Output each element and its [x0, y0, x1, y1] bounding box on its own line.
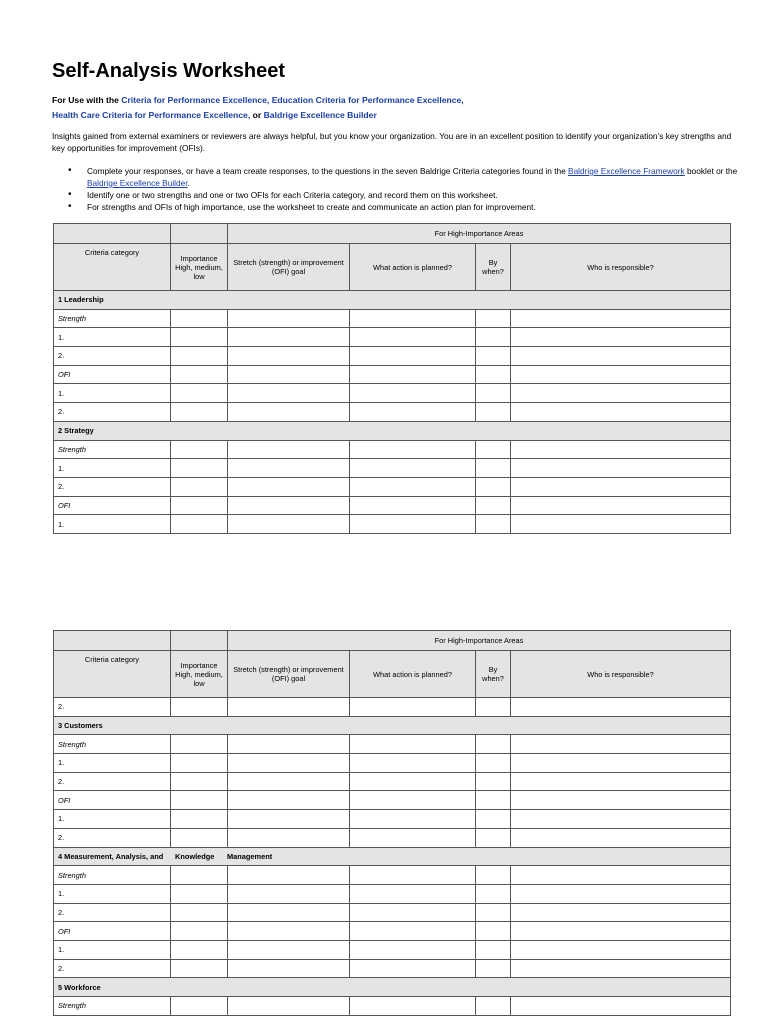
table-cell[interactable] — [350, 884, 476, 903]
header-cell — [54, 224, 171, 244]
table-cell[interactable] — [476, 515, 511, 534]
table-cell[interactable] — [228, 698, 350, 717]
table-cell[interactable] — [350, 735, 476, 754]
row-label: 2. — [54, 698, 171, 717]
table-cell[interactable] — [171, 440, 228, 459]
header-cell — [171, 631, 228, 651]
row-label: OFI — [54, 791, 171, 810]
table-row — [54, 884, 731, 903]
table-cell[interactable] — [350, 791, 476, 810]
table-cell[interactable] — [228, 515, 350, 534]
category-label-part: Management — [227, 851, 273, 861]
row-label: OFI — [54, 922, 171, 941]
table-cell[interactable] — [511, 403, 731, 422]
row-label: 2. — [54, 347, 171, 366]
row-label: Strength — [54, 866, 171, 885]
instruction-item — [52, 165, 742, 189]
table-cell[interactable] — [350, 440, 476, 459]
row-label: 2. — [54, 403, 171, 422]
row-label: 1. — [54, 515, 171, 534]
table-cell[interactable] — [228, 828, 350, 847]
table-cell[interactable] — [350, 384, 476, 403]
row-label: 1. — [54, 328, 171, 347]
table-cell[interactable] — [171, 828, 228, 847]
table-cell[interactable] — [350, 477, 476, 496]
builder-link[interactable]: Baldrige Excellence Builder — [87, 178, 188, 188]
table-cell[interactable] — [511, 698, 731, 717]
table-cell[interactable] — [476, 791, 511, 810]
table-cell[interactable] — [511, 903, 731, 922]
excellence-builder-link[interactable]: Baldrige Excellence Builder — [263, 109, 377, 120]
subtitle-prefix: For Use with the — [52, 95, 122, 105]
table-cell[interactable] — [228, 309, 350, 328]
table-cell[interactable] — [511, 940, 731, 959]
row-label: 2. — [54, 959, 171, 978]
table-cell[interactable] — [476, 328, 511, 347]
table-cell[interactable] — [511, 477, 731, 496]
table-cell[interactable] — [511, 440, 731, 459]
table-cell[interactable] — [171, 959, 228, 978]
col-responsible: Who is responsible? — [511, 244, 731, 291]
table-cell[interactable] — [476, 477, 511, 496]
table-cell[interactable] — [350, 459, 476, 478]
row-label: Strength — [54, 309, 171, 328]
row-label: 2. — [54, 477, 171, 496]
table-cell[interactable] — [171, 384, 228, 403]
table-cell[interactable] — [171, 515, 228, 534]
table-cell[interactable] — [171, 791, 228, 810]
table-cell[interactable] — [511, 866, 731, 885]
table-cell[interactable] — [228, 477, 350, 496]
worksheet-table-1 — [53, 223, 731, 534]
table-cell[interactable] — [476, 828, 511, 847]
category-label: 3 Customers — [54, 716, 731, 735]
instruction-item: • For strengths and OFIs of high importance, use the worksheet to create and communicate an action plan for improvement. — [52, 201, 742, 213]
table-cell[interactable] — [476, 384, 511, 403]
table-cell[interactable] — [171, 347, 228, 366]
row-label: 1. — [54, 940, 171, 959]
table-cell[interactable] — [171, 754, 228, 773]
table-cell[interactable] — [476, 735, 511, 754]
row-label: 1. — [54, 754, 171, 773]
table-cell[interactable] — [228, 496, 350, 515]
table-cell[interactable] — [511, 347, 731, 366]
table-cell[interactable] — [511, 328, 731, 347]
table-cell[interactable] — [171, 810, 228, 829]
table-cell[interactable] — [171, 903, 228, 922]
table-cell[interactable] — [476, 698, 511, 717]
table-row — [54, 922, 731, 941]
table-row — [54, 698, 731, 717]
table-cell[interactable] — [476, 940, 511, 959]
table-cell[interactable] — [476, 754, 511, 773]
table-cell[interactable] — [350, 496, 476, 515]
table-cell[interactable] — [228, 922, 350, 941]
table-cell[interactable] — [476, 810, 511, 829]
intro-paragraph: Insights gained from external examiners or reviewers are always helpful, but you know your organization. You are in an excellent position to identify your organization’s key strengths and key opportunities for improvement (OFIs). — [52, 131, 732, 153]
table-cell[interactable] — [511, 754, 731, 773]
table-cell[interactable] — [511, 997, 731, 1016]
table-cell[interactable] — [228, 884, 350, 903]
instruction-text: booklet or the — [684, 166, 738, 176]
table-cell[interactable] — [476, 884, 511, 903]
group-header: For High-Importance Areas — [228, 631, 731, 651]
table-row — [54, 440, 731, 459]
col-importance: Importance High, medium, low — [171, 651, 228, 698]
table-cell[interactable] — [228, 754, 350, 773]
table-row — [54, 959, 731, 978]
category-row — [54, 421, 731, 440]
col-stretch-goal: Stretch (strength) or improvement (OFI) goal — [228, 244, 350, 291]
table-cell[interactable] — [511, 884, 731, 903]
table-cell[interactable] — [350, 903, 476, 922]
col-by-when: By when? — [476, 244, 511, 291]
table-cell[interactable] — [171, 884, 228, 903]
category-row — [54, 716, 731, 735]
table-cell[interactable] — [228, 459, 350, 478]
table-cell[interactable] — [511, 828, 731, 847]
col-stretch-goal: Stretch (strength) or improvement (OFI) goal — [228, 651, 350, 698]
framework-link[interactable]: Baldrige Excellence Framework — [568, 166, 685, 176]
row-label: 2. — [54, 828, 171, 847]
category-label — [54, 847, 731, 866]
instruction-list — [52, 165, 742, 213]
row-label: Strength — [54, 997, 171, 1016]
table-cell[interactable] — [476, 403, 511, 422]
table-row — [54, 328, 731, 347]
table-row — [54, 828, 731, 847]
table-cell[interactable] — [511, 496, 731, 515]
table-cell[interactable] — [228, 735, 350, 754]
table-row — [54, 754, 731, 773]
category-label-part: Knowledge — [175, 851, 215, 861]
instruction-text: Complete your responses, or have a team create responses, to the questions in the seven Baldrige Criteria categories found in the — [87, 166, 569, 176]
row-label: Strength — [54, 735, 171, 754]
table-row — [54, 772, 731, 791]
instruction-item: • Identify one or two strengths and one or two OFIs for each Criteria category, and record them on this worksheet. — [52, 189, 742, 201]
table-cell[interactable] — [350, 403, 476, 422]
table-cell[interactable] — [228, 328, 350, 347]
category-label: 5 Workforce — [54, 978, 731, 997]
header-cell — [54, 631, 171, 651]
category-row — [54, 291, 731, 310]
table-row — [54, 459, 731, 478]
table-cell[interactable] — [350, 515, 476, 534]
table-cell[interactable] — [228, 791, 350, 810]
table-cell[interactable] — [228, 365, 350, 384]
table-cell[interactable] — [228, 440, 350, 459]
table-cell[interactable] — [228, 940, 350, 959]
table-cell[interactable] — [171, 698, 228, 717]
col-by-when: By when? — [476, 651, 511, 698]
col-action: What action is planned? — [350, 651, 476, 698]
table-cell[interactable] — [350, 940, 476, 959]
table-cell[interactable] — [350, 810, 476, 829]
table-cell[interactable] — [476, 309, 511, 328]
worksheet-table-2 — [53, 630, 731, 1016]
table-cell[interactable] — [511, 365, 731, 384]
table-cell[interactable] — [350, 347, 476, 366]
group-header: For High-Importance Areas — [228, 224, 731, 244]
table-row — [54, 810, 731, 829]
table-cell[interactable] — [228, 997, 350, 1016]
category-row — [54, 847, 731, 866]
table-row — [54, 347, 731, 366]
table-cell[interactable] — [511, 735, 731, 754]
table-cell[interactable] — [350, 828, 476, 847]
row-label: 1. — [54, 884, 171, 903]
table-cell[interactable] — [476, 903, 511, 922]
category-label-part: 4 Measurement, Analysis, and — [58, 851, 164, 861]
table-cell[interactable] — [476, 347, 511, 366]
table-cell[interactable] — [171, 772, 228, 791]
table-cell[interactable] — [350, 309, 476, 328]
table-row — [54, 903, 731, 922]
table-cell[interactable] — [228, 403, 350, 422]
table-cell[interactable] — [476, 459, 511, 478]
table-row — [54, 940, 731, 959]
row-label: OFI — [54, 496, 171, 515]
col-action: What action is planned? — [350, 244, 476, 291]
row-label: 1. — [54, 810, 171, 829]
table-cell[interactable] — [511, 772, 731, 791]
row-label: 2. — [54, 772, 171, 791]
health-care-criteria-link[interactable]: Health Care Criteria for Performance Excellence, — [52, 109, 251, 120]
table-cell[interactable] — [171, 866, 228, 885]
table-cell[interactable] — [476, 496, 511, 515]
table-cell[interactable] — [476, 866, 511, 885]
table-cell[interactable] — [350, 365, 476, 384]
table-cell[interactable] — [476, 440, 511, 459]
col-criteria-category: Criteria category — [54, 244, 171, 291]
table-cell[interactable] — [228, 772, 350, 791]
table-cell[interactable] — [476, 959, 511, 978]
table-cell[interactable] — [171, 477, 228, 496]
table-cell[interactable] — [350, 772, 476, 791]
table-cell[interactable] — [171, 309, 228, 328]
table-row — [54, 477, 731, 496]
table-cell[interactable] — [511, 309, 731, 328]
table-cell[interactable] — [350, 698, 476, 717]
col-importance: Importance High, medium, low — [171, 244, 228, 291]
table-cell[interactable] — [511, 515, 731, 534]
table-cell[interactable] — [511, 922, 731, 941]
table-row — [54, 309, 731, 328]
table-cell[interactable] — [350, 754, 476, 773]
table-cell[interactable] — [511, 791, 731, 810]
table-cell[interactable] — [476, 997, 511, 1016]
table-cell[interactable] — [171, 365, 228, 384]
subtitle — [52, 93, 464, 122]
row-label: 1. — [54, 459, 171, 478]
subtitle-or: or — [250, 109, 264, 120]
table-cell[interactable] — [228, 810, 350, 829]
page-title: Self-Analysis Worksheet — [52, 60, 286, 82]
table-cell[interactable] — [228, 959, 350, 978]
table-row — [54, 866, 731, 885]
table-cell[interactable] — [511, 959, 731, 978]
table-cell[interactable] — [171, 735, 228, 754]
table-cell[interactable] — [171, 922, 228, 941]
table-cell[interactable] — [171, 328, 228, 347]
table-row — [54, 365, 731, 384]
table-cell[interactable] — [228, 384, 350, 403]
table-row — [54, 384, 731, 403]
table-cell[interactable] — [476, 365, 511, 384]
table-cell[interactable] — [171, 403, 228, 422]
table-cell[interactable] — [350, 922, 476, 941]
table-row — [54, 515, 731, 534]
table-row — [54, 735, 731, 754]
table-cell[interactable] — [476, 772, 511, 791]
table-cell[interactable] — [171, 997, 228, 1016]
category-row — [54, 978, 731, 997]
instruction-text: . — [187, 178, 190, 188]
table-cell[interactable] — [350, 328, 476, 347]
table-cell[interactable] — [511, 810, 731, 829]
row-label: 1. — [54, 384, 171, 403]
table-cell[interactable] — [228, 866, 350, 885]
category-label: 2 Strategy — [54, 421, 731, 440]
table-row — [54, 791, 731, 810]
table-cell[interactable] — [171, 496, 228, 515]
table-cell[interactable] — [511, 459, 731, 478]
row-label: OFI — [54, 365, 171, 384]
table-row — [54, 997, 731, 1016]
table-cell[interactable] — [228, 903, 350, 922]
col-responsible: Who is responsible? — [511, 651, 731, 698]
criteria-link[interactable]: Criteria for Performance Excellence, Education Criteria for Performance Excellence, — [121, 95, 464, 105]
row-label: 2. — [54, 903, 171, 922]
table-cell[interactable] — [350, 997, 476, 1016]
col-criteria-category: Criteria category — [54, 651, 171, 698]
table-cell[interactable] — [171, 940, 228, 959]
row-label: Strength — [54, 440, 171, 459]
category-label: 1 Leadership — [54, 291, 731, 310]
table-row — [54, 403, 731, 422]
table-cell[interactable] — [476, 922, 511, 941]
table-cell[interactable] — [511, 384, 731, 403]
table-cell[interactable] — [350, 866, 476, 885]
table-row — [54, 496, 731, 515]
table-cell[interactable] — [171, 459, 228, 478]
table-cell[interactable] — [228, 347, 350, 366]
table-cell[interactable] — [350, 959, 476, 978]
header-cell — [171, 224, 228, 244]
